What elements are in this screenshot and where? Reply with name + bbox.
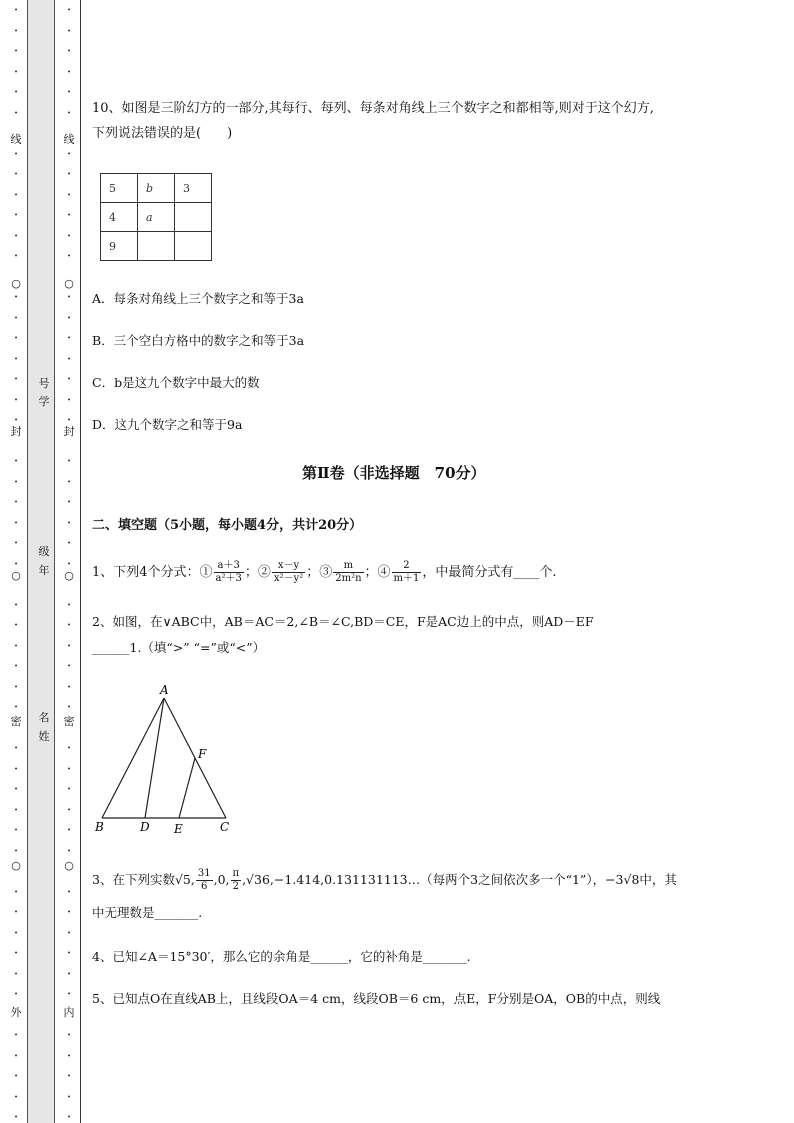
fraction-pi-2-num: π xyxy=(232,868,240,879)
cut-line-dot: • xyxy=(67,1093,71,1101)
field-label-xue: 学 xyxy=(38,395,50,408)
point-label-a: A xyxy=(160,683,169,697)
inner-label-secret: 密 xyxy=(63,715,75,728)
binding-margin xyxy=(0,0,82,1123)
cut-line-dot: • xyxy=(67,478,71,486)
cut-line-dot: • xyxy=(67,847,71,855)
binding-strip xyxy=(27,0,55,1123)
field-label-nian: 年 xyxy=(38,564,50,577)
cut-line-dot: • xyxy=(67,1114,71,1121)
q10-option-c: C．b是这九个数字中最大的数 xyxy=(92,375,260,390)
point-label-b: B xyxy=(95,820,104,834)
q5-stem: 5、已知点O在直线AB上，且线段OA＝4 cm，线段OB＝6 cm，点E，F分别是OA，OB的中点，则线 xyxy=(92,991,661,1006)
cut-line-dot: • xyxy=(14,970,18,978)
cut-line-dot: • xyxy=(67,396,71,404)
fraction-2-num: x－y xyxy=(272,560,305,573)
point-label-f: F xyxy=(198,747,207,761)
fraction-1-num: a＋3 xyxy=(214,560,244,573)
cut-line-dot: • xyxy=(14,294,18,301)
outer-label-secret: 密 xyxy=(10,715,22,728)
cut-line-dot: • xyxy=(67,376,71,383)
triangle-figure xyxy=(92,678,242,838)
fraction-31-6-num: 31 xyxy=(197,868,211,879)
q3-stem-line1 xyxy=(92,868,677,893)
field-label-hao: 号 xyxy=(38,377,50,390)
cut-line-dot: • xyxy=(14,601,18,609)
fraction-3-num: m xyxy=(333,560,363,573)
cut-line-dot: • xyxy=(14,950,18,957)
cut-line-dot: • xyxy=(14,642,18,650)
q2-stem-line1: 2、如图，在∨ABC中，AB＝AC＝2,∠B＝∠C,BD＝CE，F是AC边上的中点，则AD－EF xyxy=(92,614,594,629)
cut-line-dot: • xyxy=(67,683,71,691)
fraction-4 xyxy=(392,560,422,585)
q10-option-d: D．这九个数字之和等于9a xyxy=(92,417,243,432)
section-title: 第Ⅱ卷（非选择题 70分） xyxy=(302,464,486,482)
grid-cell: b xyxy=(138,174,175,203)
cut-line-dot: • xyxy=(67,622,71,629)
fraction-pi-2 xyxy=(231,868,242,893)
cut-line-dot: • xyxy=(14,704,18,711)
cut-line-dot: • xyxy=(67,89,71,96)
cut-line-dot: • xyxy=(67,1073,71,1080)
cut-line-dot: • xyxy=(67,150,71,158)
outer-label-line: 线 xyxy=(10,133,22,146)
cut-line-dot: • xyxy=(67,253,71,260)
magic-square-grid xyxy=(100,173,212,261)
cut-line-dot: • xyxy=(67,663,71,670)
cut-line-dot: • xyxy=(67,499,71,506)
fraction-31-6 xyxy=(196,868,213,893)
cut-line-dot: • xyxy=(14,1093,18,1101)
cut-line-dot: • xyxy=(14,909,18,916)
fraction-3-den: 2m²n xyxy=(335,573,362,584)
grid-cell: 9 xyxy=(101,232,138,261)
cut-line-circle: ○ xyxy=(11,569,21,582)
cut-line-dot: • xyxy=(67,68,71,76)
cut-line-dot: • xyxy=(67,212,71,219)
outer-label-seal: 封 xyxy=(10,425,22,438)
cut-line-dot: • xyxy=(14,560,18,568)
cut-line-dot: • xyxy=(14,27,18,35)
cut-line-dot: • xyxy=(14,888,18,896)
cut-line-dot: • xyxy=(14,765,18,773)
cut-line-dot: • xyxy=(67,560,71,568)
cut-line-dot: • xyxy=(67,909,71,916)
part-title: 二、填空题（5小题，每小题4分，共计20分） xyxy=(92,518,363,533)
grid-cell: 3 xyxy=(175,174,212,203)
cut-line-dot: • xyxy=(14,68,18,76)
cut-line-dot: • xyxy=(67,991,71,998)
cut-line-dot: • xyxy=(67,827,71,834)
cut-line-dot: • xyxy=(67,786,71,793)
cut-line-dot: • xyxy=(14,1114,18,1121)
fraction-3 xyxy=(333,560,363,585)
cut-line-dot: • xyxy=(14,478,18,486)
cut-line-dot: • xyxy=(14,847,18,855)
cut-line-dot: • xyxy=(67,355,71,363)
cut-line-dot: • xyxy=(14,519,18,527)
fraction-4-den: m＋1 xyxy=(393,573,420,584)
grid-cell: a xyxy=(138,203,175,232)
cut-line-dot: • xyxy=(14,355,18,363)
field-label-ji: 级 xyxy=(38,545,50,558)
cut-line-circle: ○ xyxy=(64,277,74,290)
cut-line-dot: • xyxy=(67,232,71,240)
q3-prefix: 3、在下列实数√5, xyxy=(92,872,195,887)
cut-line-dot: • xyxy=(67,806,71,814)
fraction-2-den: x²－y² xyxy=(273,573,304,584)
q3-stem-line2: 中无理数是_______. xyxy=(92,905,203,920)
field-label-ming: 名 xyxy=(38,711,50,724)
cut-line-dot: • xyxy=(14,745,18,752)
cut-line-dot: • xyxy=(14,786,18,793)
cut-line-circle: ○ xyxy=(64,859,74,872)
cut-line-dot: • xyxy=(67,335,71,342)
cut-line-dot: • xyxy=(14,171,18,178)
cut-line-dot: • xyxy=(14,683,18,691)
cut-line-dot: • xyxy=(67,458,71,465)
q10-option-b: B．三个空白方格中的数字之和等于3a xyxy=(92,333,305,348)
q4-stem: 4、已知∠A＝15°30′，那么它的余角是______，它的补角是_______. xyxy=(92,949,471,964)
cut-line-dot: • xyxy=(14,458,18,465)
fraction-1 xyxy=(214,560,244,585)
cut-line-dot: • xyxy=(14,253,18,260)
cut-line-dot: • xyxy=(14,335,18,342)
cut-line-circle: ○ xyxy=(11,277,21,290)
cut-line-circle: ○ xyxy=(64,569,74,582)
cut-line-dot: • xyxy=(67,417,71,424)
q1-sep2: ；② xyxy=(244,565,271,580)
cut-line-dot: • xyxy=(14,109,18,117)
cut-line-dot: • xyxy=(67,642,71,650)
cut-line-dot: • xyxy=(14,663,18,670)
cut-line-dot: • xyxy=(67,540,71,547)
cut-line-dot: • xyxy=(67,48,71,55)
cut-line-dot: • xyxy=(14,1052,18,1060)
cut-line-dot: • xyxy=(14,232,18,240)
fraction-pi-2-den: 2 xyxy=(232,881,239,892)
cut-line-dot: • xyxy=(67,704,71,711)
q2-stem-line2: ______1.（填“>” “=”或“<”） xyxy=(92,640,266,655)
grid-cell xyxy=(175,203,212,232)
cut-line-dot: • xyxy=(14,991,18,998)
cut-line-dot: • xyxy=(14,1032,18,1039)
cut-line-dot: • xyxy=(67,519,71,527)
cut-line-dot: • xyxy=(67,27,71,35)
cut-line-dot: • xyxy=(67,601,71,609)
cut-line-circle: ○ xyxy=(11,859,21,872)
outer-label-outside: 外 xyxy=(10,1006,22,1019)
cut-line-dot: • xyxy=(14,622,18,629)
cut-line-dot: • xyxy=(14,806,18,814)
cut-line-dot: • xyxy=(14,212,18,219)
cut-line-dot: • xyxy=(67,950,71,957)
field-label-xing: 姓 xyxy=(38,730,50,743)
q1-sep3: ；③ xyxy=(306,565,333,580)
cut-line-dot: • xyxy=(14,1073,18,1080)
cut-line-dot: • xyxy=(67,314,71,322)
point-label-d: D xyxy=(140,820,150,834)
grid-cell: 5 xyxy=(101,174,138,203)
cut-line-dot: • xyxy=(14,376,18,383)
q10-option-a: A．每条对角线上三个数字之和等于3a xyxy=(92,291,304,306)
point-label-c: C xyxy=(220,820,230,834)
q10-stem-line2: 下列说法错误的是( ) xyxy=(92,126,233,141)
cut-line-dot: • xyxy=(14,396,18,404)
cut-line-dot: • xyxy=(14,7,18,14)
cut-line-dot: • xyxy=(67,970,71,978)
cut-line-dot: • xyxy=(14,150,18,158)
cut-line-dot: • xyxy=(14,314,18,322)
point-label-e: E xyxy=(174,822,183,836)
cut-line-dot: • xyxy=(14,540,18,547)
cut-line-dot: • xyxy=(67,929,71,937)
segment-ef xyxy=(179,758,195,818)
fraction-4-num: 2 xyxy=(392,560,422,573)
fraction-31-6-den: 6 xyxy=(201,881,208,892)
inner-label-inside: 内 xyxy=(63,1006,75,1019)
q3-mid: ,0, xyxy=(213,872,230,887)
inner-label-seal: 封 xyxy=(63,425,75,438)
cut-line-dot: • xyxy=(14,48,18,55)
cut-line-dot: • xyxy=(67,745,71,752)
q1-suffix: ，中最简分式有____个. xyxy=(422,565,557,580)
q10-stem-line1: 10、如图是三阶幻方的一部分,其每行、每列、每条对角线上三个数字之和都相等,则对于这个幻方, xyxy=(92,101,654,116)
grid-cell: 4 xyxy=(101,203,138,232)
cut-line-dot: • xyxy=(14,417,18,424)
q1-stem xyxy=(92,560,557,585)
cut-line-dot: • xyxy=(67,1052,71,1060)
cut-line-dot: • xyxy=(67,1032,71,1039)
margin-rule xyxy=(80,0,81,1123)
cut-line-dot: • xyxy=(67,109,71,117)
q1-sep4: ；④ xyxy=(364,565,391,580)
cut-line-dot: • xyxy=(67,171,71,178)
q1-prefix: 1、下列4个分式：① xyxy=(92,565,213,580)
cut-line-dot: • xyxy=(67,888,71,896)
cut-line-dot: • xyxy=(67,765,71,773)
inner-label-line: 线 xyxy=(63,133,75,146)
fraction-2 xyxy=(272,560,305,585)
grid-cell xyxy=(175,232,212,261)
cut-line-dot: • xyxy=(14,499,18,506)
fraction-1-den: a²＋3 xyxy=(215,573,242,584)
cut-line-dot: • xyxy=(67,294,71,301)
cut-line-dot: • xyxy=(14,191,18,199)
grid-cell xyxy=(138,232,175,261)
q3-rest: ,√36,−1.414,0.131131113…（每两个3之间依次多一个“1”），−3√8中，其 xyxy=(242,872,677,887)
cut-line-dot: • xyxy=(14,827,18,834)
cut-line-dot: • xyxy=(67,7,71,14)
cut-line-dot: • xyxy=(67,191,71,199)
cut-line-dot: • xyxy=(14,929,18,937)
cut-line-dot: • xyxy=(14,89,18,96)
